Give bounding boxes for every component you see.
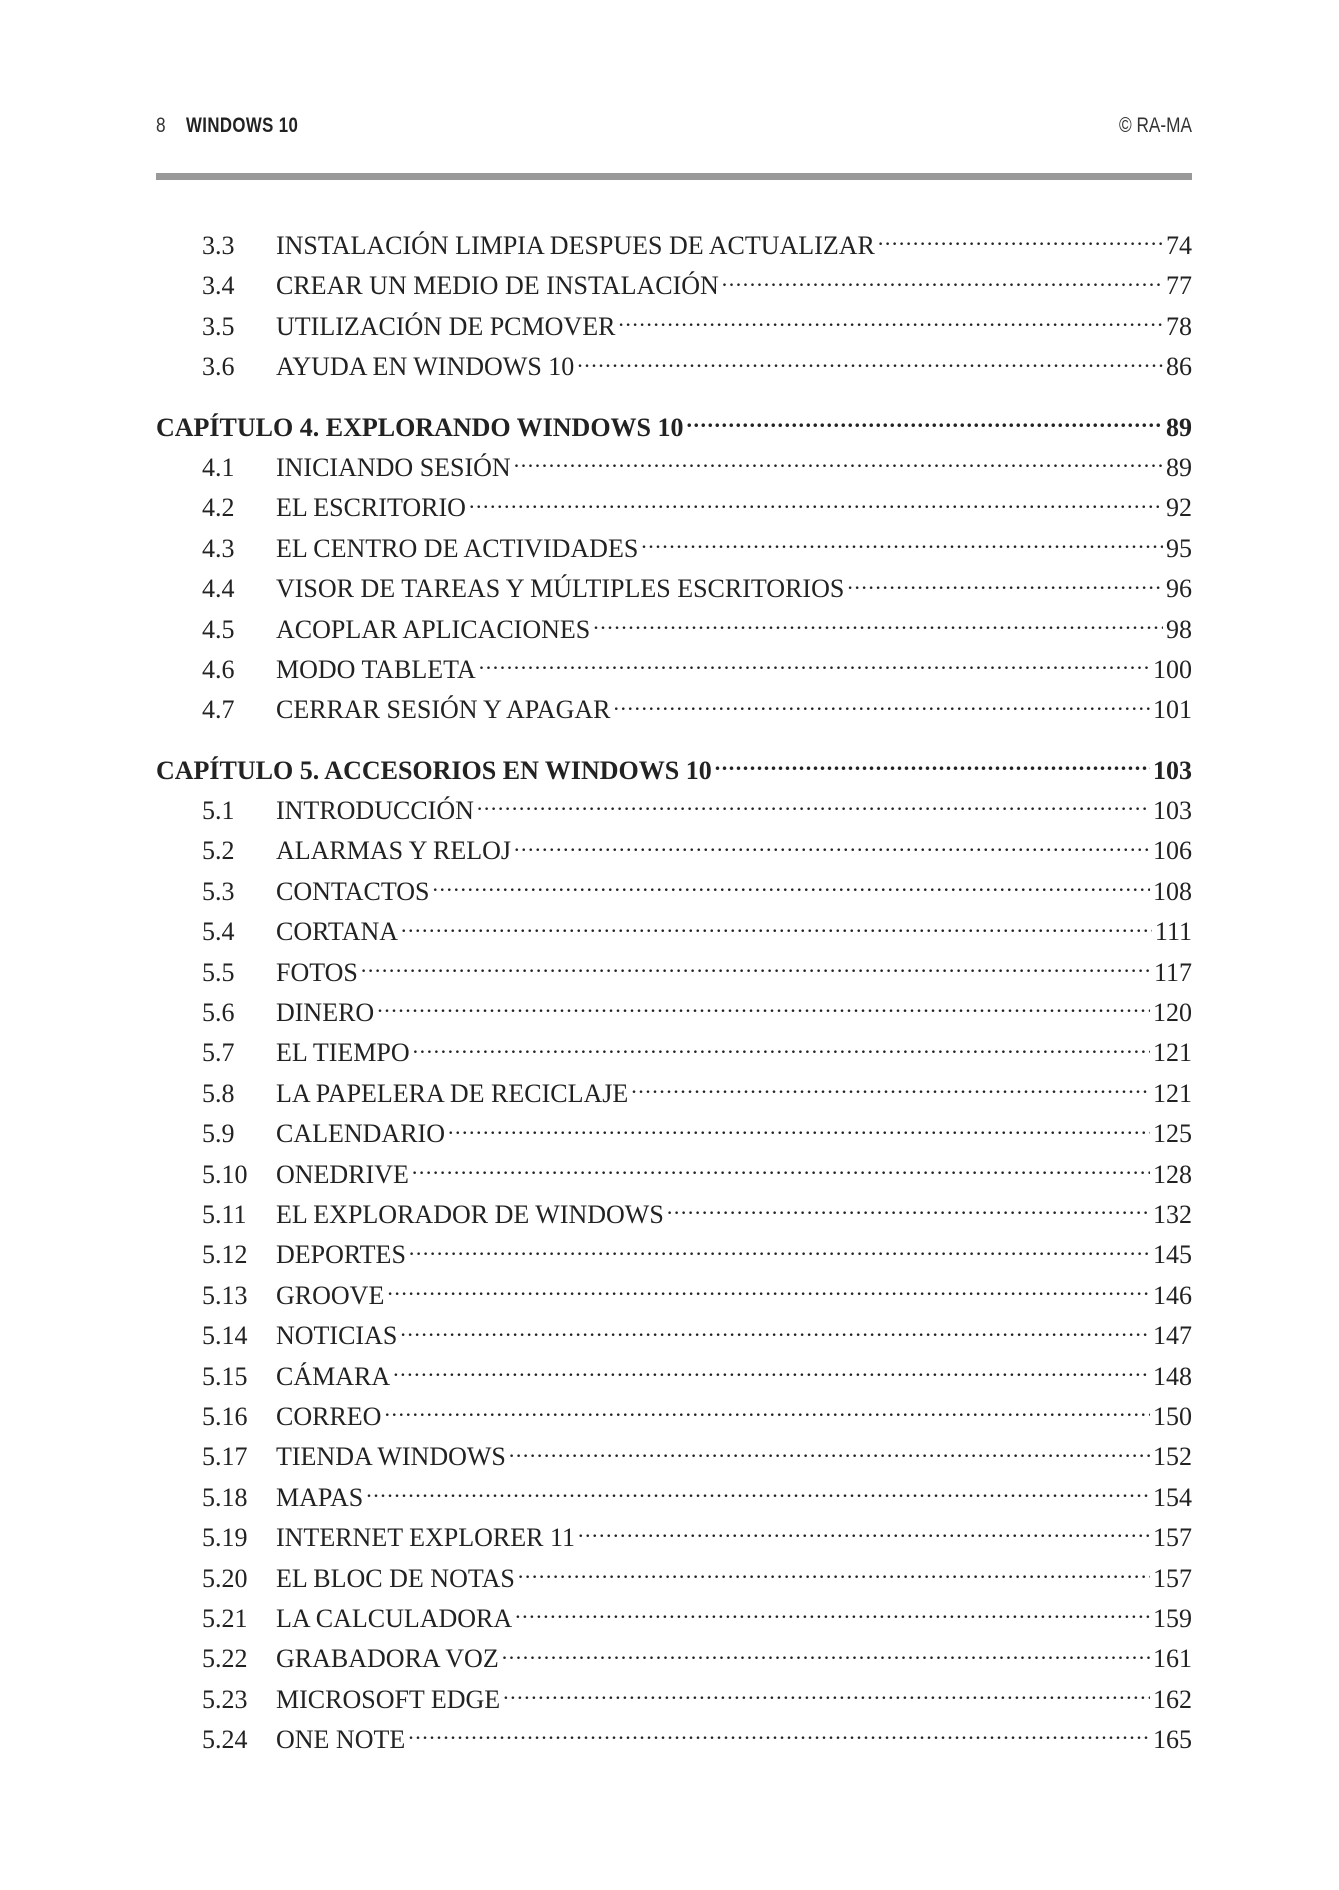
- running-header: [156, 114, 1192, 144]
- toc-section-number: 3.6: [202, 352, 235, 382]
- toc-dot-leader: [502, 1641, 1150, 1667]
- toc-page-number: 98: [1166, 614, 1192, 644]
- toc-section-row: [156, 874, 1192, 914]
- toc-section-number: 5.19: [202, 1523, 248, 1553]
- toc-section-row: [156, 531, 1192, 571]
- toc-page-number: 100: [1153, 654, 1192, 684]
- toc-section-number: 5.5: [202, 957, 235, 987]
- toc-dot-leader: [577, 349, 1163, 375]
- toc-dot-leader: [515, 1601, 1150, 1627]
- toc-section-row: [156, 1237, 1192, 1277]
- toc-page-number: 125: [1153, 1119, 1192, 1149]
- toc-section-title: EL EXPLORADOR DE WINDOWS: [276, 1199, 664, 1229]
- toc-section-number: 5.1: [202, 796, 235, 826]
- toc-page-number: 103: [1153, 796, 1192, 826]
- toc-dot-leader: [722, 268, 1163, 294]
- toc-section-row: [156, 955, 1192, 995]
- toc-section-title: VISOR DE TAREAS Y MÚLTIPLES ESCRITORIOS: [276, 574, 845, 604]
- toc-section-row: [156, 995, 1192, 1035]
- toc-section-number: 4.6: [202, 654, 235, 684]
- toc-section-number: 5.2: [202, 836, 235, 866]
- toc-section-title: CORREO: [276, 1401, 382, 1431]
- toc-section-title: CERRAR SESIÓN Y APAGAR: [276, 695, 611, 725]
- toc-section-number: 4.5: [202, 614, 235, 644]
- toc-page-number: 95: [1166, 533, 1192, 563]
- toc-dot-leader: [432, 874, 1150, 900]
- toc-page-number: 148: [1153, 1361, 1192, 1391]
- toc-section-title: DEPORTES: [276, 1240, 406, 1270]
- toc-section-row: [156, 1722, 1192, 1762]
- toc-page-number: 77: [1166, 271, 1192, 301]
- toc-section-row: [156, 571, 1192, 611]
- toc-section-number: 3.5: [202, 311, 235, 341]
- toc-section-row: [156, 1682, 1192, 1722]
- toc-dot-leader: [366, 1480, 1150, 1506]
- toc-section-title: ALARMAS Y RELOJ: [276, 836, 511, 866]
- toc-dot-leader: [667, 1197, 1150, 1223]
- toc-section-row: [156, 652, 1192, 692]
- toc-section-title: AYUDA EN WINDOWS 10: [276, 352, 575, 382]
- toc-dot-leader: [503, 1682, 1150, 1708]
- toc-chapter-row: [156, 753, 1192, 793]
- toc-section-row: [156, 612, 1192, 652]
- toc-section-title: INTRODUCCIÓN: [276, 796, 474, 826]
- toc-section-number: 5.16: [202, 1401, 248, 1431]
- toc-dot-leader: [878, 228, 1163, 254]
- toc-section-number: 3.4: [202, 271, 235, 301]
- toc-section-title: MICROSOFT EDGE: [276, 1684, 501, 1714]
- toc-section-row: [156, 914, 1192, 954]
- toc-section-row: [156, 1157, 1192, 1197]
- toc-section-number: 5.18: [202, 1482, 248, 1512]
- toc-page-number: 154: [1153, 1482, 1192, 1512]
- toc-section-row: [156, 793, 1192, 833]
- toc-dot-leader: [847, 571, 1163, 597]
- toc-section-title: CÁMARA: [276, 1361, 391, 1391]
- toc-page-number: 145: [1153, 1240, 1192, 1270]
- header-book-title: WINDOWS 10: [186, 114, 299, 137]
- toc-section-number: 5.14: [202, 1321, 248, 1351]
- toc-page-number: 86: [1166, 352, 1192, 382]
- toc-section-number: 5.8: [202, 1078, 235, 1108]
- toc-dot-leader: [469, 490, 1163, 516]
- toc-section-number: 5.24: [202, 1725, 248, 1755]
- toc-section-number: 5.10: [202, 1159, 248, 1189]
- toc-section-title: TIENDA WINDOWS: [276, 1442, 506, 1472]
- toc-section-number: 5.22: [202, 1644, 248, 1674]
- toc-section-title: ONE NOTE: [276, 1725, 406, 1755]
- toc-section-title: EL ESCRITORIO: [276, 493, 466, 523]
- toc-section-title: GRABADORA VOZ: [276, 1644, 499, 1674]
- toc-page-number: 111: [1154, 917, 1192, 947]
- toc-dot-leader: [593, 612, 1163, 638]
- toc-dot-leader: [613, 692, 1150, 718]
- toc-section-number: 5.3: [202, 876, 235, 906]
- toc-dot-leader: [412, 1157, 1150, 1183]
- toc-section-row: [156, 349, 1192, 389]
- toc-dot-leader: [401, 914, 1152, 940]
- toc-dot-leader: [377, 995, 1150, 1021]
- toc-dot-leader: [384, 1399, 1150, 1425]
- toc-section-number: 3.3: [202, 231, 235, 260]
- toc-page-number: 162: [1153, 1684, 1192, 1714]
- toc-section-row: [156, 1076, 1192, 1116]
- toc-section-row: [156, 1399, 1192, 1439]
- toc-section-row: [156, 1359, 1192, 1399]
- toc-section-title: INTERNET EXPLORER 11: [276, 1523, 575, 1553]
- toc-dot-leader: [618, 309, 1163, 335]
- toc-section-number: 5.20: [202, 1563, 248, 1593]
- toc-dot-leader: [509, 1439, 1150, 1465]
- toc-section-number: 5.21: [202, 1603, 248, 1633]
- toc-section-number: 4.7: [202, 695, 235, 725]
- toc-section-title: FOTOS: [276, 957, 358, 987]
- toc-page-number: 89: [1166, 452, 1192, 482]
- toc-dot-leader: [578, 1520, 1150, 1546]
- toc-section-number: 5.15: [202, 1361, 248, 1391]
- toc-section-number: 5.23: [202, 1684, 248, 1714]
- toc-page-number: 108: [1153, 876, 1192, 906]
- toc-page-number: 157: [1153, 1523, 1192, 1553]
- toc-section-number: 5.4: [202, 917, 235, 947]
- toc-page-number: 117: [1153, 957, 1192, 987]
- toc-dot-leader: [477, 793, 1150, 819]
- header-rule: [156, 173, 1192, 180]
- toc-section-number: 5.13: [202, 1280, 248, 1310]
- toc-page-number: 103: [1153, 755, 1192, 785]
- toc-section-title: NOTICIAS: [276, 1321, 398, 1351]
- toc-section-row: [156, 268, 1192, 308]
- table-of-contents: [156, 228, 1192, 1762]
- toc-section-row: [156, 1520, 1192, 1560]
- toc-section-row: [156, 1641, 1192, 1681]
- toc-section-title: DINERO: [276, 998, 375, 1028]
- toc-page-number: 152: [1153, 1442, 1192, 1472]
- toc-section-row: [156, 1116, 1192, 1156]
- toc-page-number: 146: [1153, 1280, 1192, 1310]
- toc-section-row: [156, 1197, 1192, 1237]
- toc-section-number: 5.12: [202, 1240, 248, 1270]
- toc-section-title: MAPAS: [276, 1482, 364, 1512]
- toc-page-number: 121: [1153, 1078, 1192, 1108]
- toc-section-title: CORTANA: [276, 917, 399, 947]
- toc-section-title: LA PAPELERA DE RECICLAJE: [276, 1078, 629, 1108]
- toc-section-title: INSTALACIÓN LIMPIA DESPUES DE ACTUALIZAR: [276, 231, 875, 260]
- toc-page-number: 147: [1153, 1321, 1192, 1351]
- toc-chapter-title: CAPÍTULO 4. EXPLORANDO WINDOWS 10: [156, 412, 684, 442]
- toc-section-number: 5.11: [202, 1199, 247, 1229]
- toc-section-title: ACOPLAR APLICACIONES: [276, 614, 591, 644]
- toc-page-number: 74: [1166, 231, 1192, 260]
- toc-section-number: 4.2: [202, 493, 235, 523]
- toc-section-row: [156, 833, 1192, 873]
- toc-page-number: 121: [1153, 1038, 1192, 1068]
- toc-dot-leader: [413, 1035, 1150, 1061]
- toc-section-number: 4.3: [202, 533, 235, 563]
- header-publisher: © RA-MA: [1119, 114, 1192, 137]
- toc-chapter-title: CAPÍTULO 5. ACCESORIOS EN WINDOWS 10: [156, 755, 712, 785]
- toc-dot-leader: [641, 531, 1163, 557]
- toc-section-row: [156, 1601, 1192, 1641]
- toc-section-number: 5.7: [202, 1038, 235, 1068]
- toc-page-number: 92: [1166, 493, 1192, 523]
- toc-section-row: [156, 228, 1192, 268]
- toc-section-title: MODO TABLETA: [276, 654, 476, 684]
- toc-dot-leader: [361, 955, 1151, 981]
- toc-section-title: GROOVE: [276, 1280, 385, 1310]
- toc-page-number: 89: [1166, 412, 1192, 442]
- toc-dot-leader: [518, 1561, 1150, 1587]
- toc-section-row: [156, 1278, 1192, 1318]
- toc-section-title: UTILIZACIÓN DE PCMOVER: [276, 311, 616, 341]
- toc-page-number: 161: [1153, 1644, 1192, 1674]
- toc-dot-leader: [409, 1237, 1150, 1263]
- toc-section-row: [156, 490, 1192, 530]
- toc-section-number: 5.6: [202, 998, 235, 1028]
- toc-section-title: CREAR UN MEDIO DE INSTALACIÓN: [276, 271, 719, 301]
- toc-page-number: 128: [1153, 1159, 1192, 1189]
- toc-dot-leader: [393, 1359, 1150, 1385]
- toc-dot-leader: [631, 1076, 1150, 1102]
- toc-section-number: 4.1: [202, 452, 235, 482]
- toc-section-title: CONTACTOS: [276, 876, 430, 906]
- toc-dot-leader: [715, 753, 1150, 779]
- toc-page-number: 96: [1166, 574, 1192, 604]
- toc-dot-leader: [479, 652, 1150, 678]
- toc-section-row: [156, 309, 1192, 349]
- toc-dot-leader: [687, 410, 1163, 436]
- toc-page-number: 165: [1153, 1725, 1192, 1755]
- toc-dot-leader: [400, 1318, 1150, 1344]
- toc-page-number: 132: [1153, 1199, 1192, 1229]
- toc-section-title: ONEDRIVE: [276, 1159, 409, 1189]
- toc-dot-leader: [408, 1722, 1150, 1748]
- toc-section-title: LA CALCULADORA: [276, 1603, 513, 1633]
- toc-section-row: [156, 1035, 1192, 1075]
- toc-page-number: 106: [1153, 836, 1192, 866]
- toc-section-title: EL CENTRO DE ACTIVIDADES: [276, 533, 639, 563]
- toc-section-row: [156, 1318, 1192, 1358]
- toc-section-title: EL TIEMPO: [276, 1038, 410, 1068]
- toc-page-number: 101: [1153, 695, 1192, 725]
- toc-page-number: 120: [1153, 998, 1192, 1028]
- toc-dot-leader: [448, 1116, 1150, 1142]
- toc-page-number: 159: [1153, 1603, 1192, 1633]
- toc-section-row: [156, 1561, 1192, 1601]
- toc-dot-leader: [514, 833, 1150, 859]
- toc-section-number: 5.17: [202, 1442, 248, 1472]
- toc-section-title: INICIANDO SESIÓN: [276, 452, 511, 482]
- toc-page-number: 78: [1166, 311, 1192, 341]
- toc-page-number: 150: [1153, 1401, 1192, 1431]
- toc-section-number: 4.4: [202, 574, 235, 604]
- toc-section-title: CALENDARIO: [276, 1119, 445, 1149]
- toc-section-row: [156, 1480, 1192, 1520]
- toc-chapter-row: [156, 410, 1192, 450]
- header-page-number: 8: [156, 114, 166, 137]
- toc-section-number: 5.9: [202, 1119, 235, 1149]
- toc-section-row: [156, 1439, 1192, 1479]
- toc-dot-leader: [514, 450, 1163, 476]
- toc-section-row: [156, 450, 1192, 490]
- toc-section-row: [156, 692, 1192, 732]
- toc-section-title: EL BLOC DE NOTAS: [276, 1563, 515, 1593]
- toc-page-number: 157: [1153, 1563, 1192, 1593]
- toc-dot-leader: [387, 1278, 1150, 1304]
